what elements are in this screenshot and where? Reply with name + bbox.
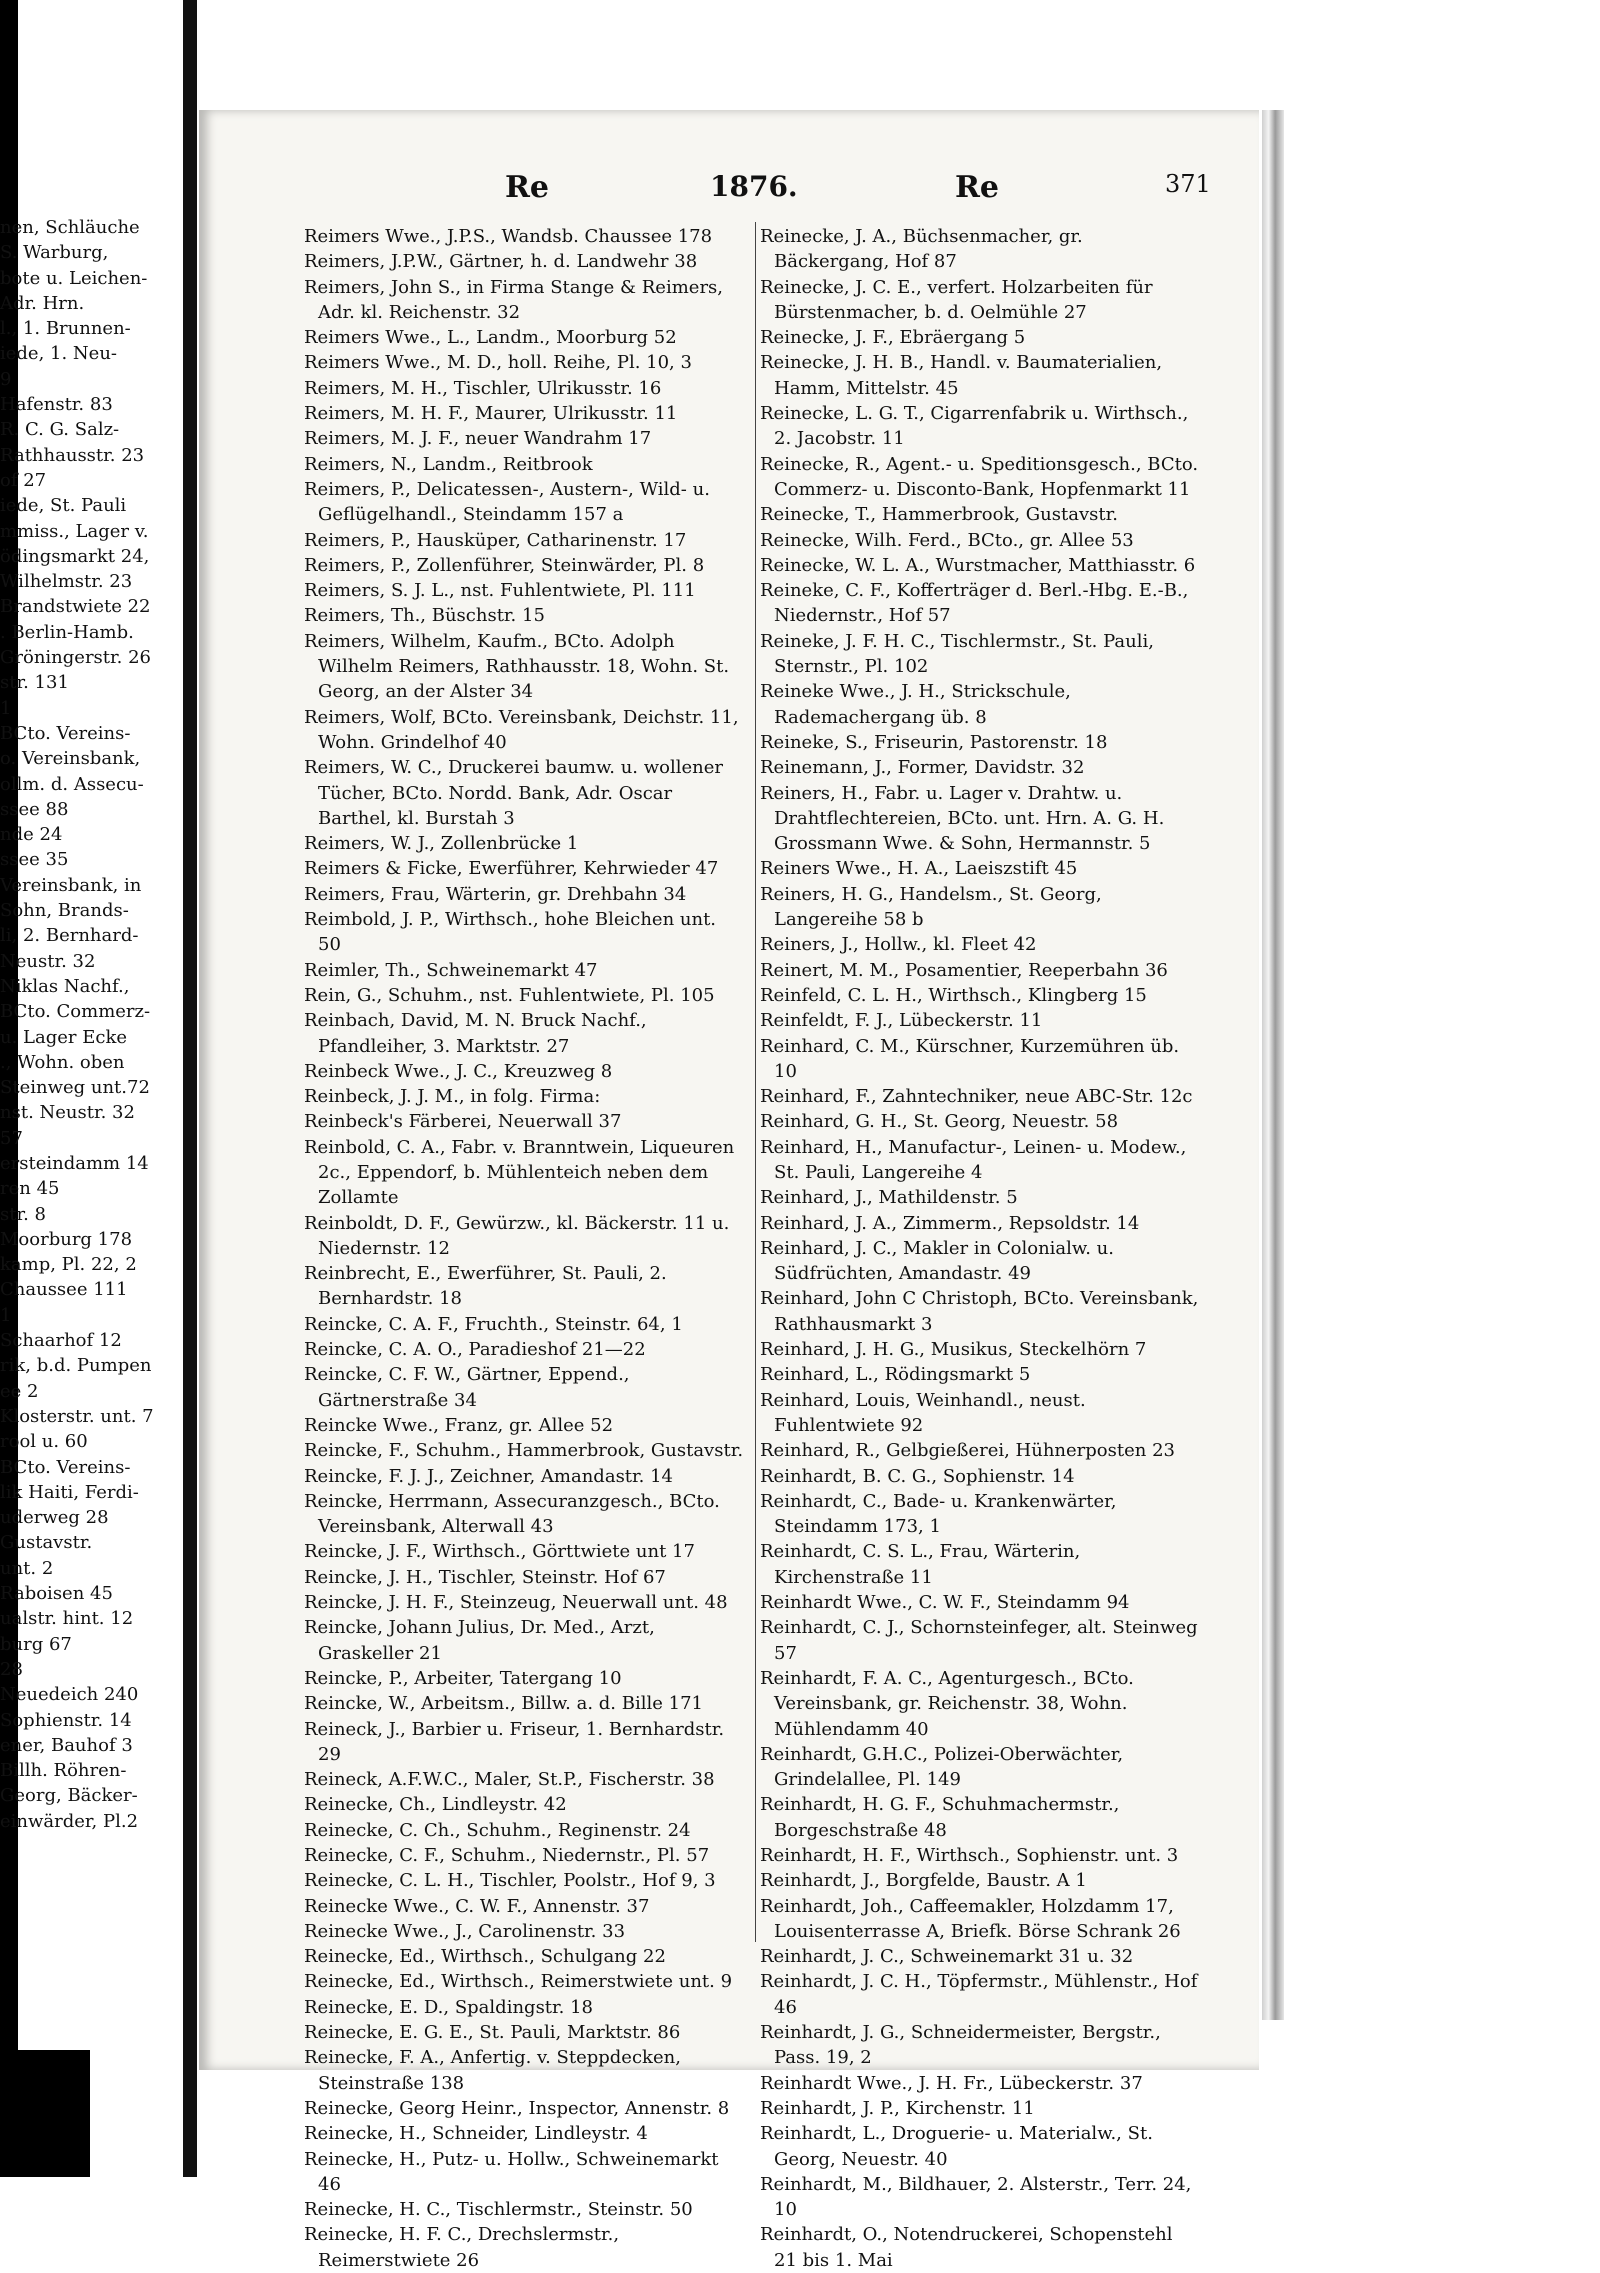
directory-entry: Reinhardt Wwe., J. H. Fr., Lübeckerstr. 37 bbox=[760, 2072, 1143, 2094]
directory-entry: Reinecke, R., Agent.- u. Speditionsgesch., BCto. Commerz- u. Disconto-Bank, Hopfenmarkt 11 bbox=[760, 453, 1199, 500]
directory-entry: Reimers, Frau, Wärterin, gr. Drehbahn 34 bbox=[304, 883, 687, 905]
directory-entry: Reiners, H., Fabr. u. Lager v. Drahtw. u. Drahtflechtereien, BCto. unt. Hrn. A. G. H. Grossmann Wwe. & Sohn, Hermannstr. 5 bbox=[760, 782, 1165, 855]
previous-page-line: . Berlin-Hamb. bbox=[0, 621, 134, 643]
directory-entry: Reimers, N., Landm., Reitbrook bbox=[304, 453, 593, 475]
directory-entry: Reinbeck Wwe., J. C., Kreuzweg 8 bbox=[304, 1060, 613, 1082]
previous-page-line: nst. Neustr. 32 bbox=[0, 1102, 135, 1124]
previous-page-line: rool u. 60 bbox=[0, 1431, 88, 1453]
directory-entry: Reimers Wwe., J.P.S., Wandsb. Chaussee 178 bbox=[304, 226, 713, 247]
directory-column-left bbox=[304, 224, 744, 2273]
directory-entry: Reinhardt, F. A. C., Agenturgesch., BCto. Vereinsbank, gr. Reichenstr. 38, Wohn. Mühlendamm 40 bbox=[760, 1667, 1134, 1740]
directory-entry: Reimers, S. J. L., nst. Fuhlentwiete, Pl. 111 bbox=[304, 580, 696, 602]
directory-entry: Reineck, A.F.W.C., Maler, St.P., Fischerstr. 38 bbox=[304, 1769, 715, 1791]
directory-entry: Reinhardt, J. C. H., Töpfermstr., Mühlenstr., Hof 46 bbox=[760, 1971, 1198, 2018]
directory-entry: Reinecke, H. F. C., Drechslermstr., Reimerstwiete 26 bbox=[304, 2224, 620, 2271]
directory-entry: Reinhardt, J., Borgfelde, Baustr. A 1 bbox=[760, 1870, 1087, 1892]
directory-entry: Reimers, M. H. F., Maurer, Ulrikusstr. 11 bbox=[304, 403, 678, 425]
directory-entry: Reinhardt Wwe., C. W. F., Steindamm 94 bbox=[760, 1592, 1130, 1614]
directory-entry: Reinfeld, C. L. H., Wirthsch., Klingberg 15 bbox=[760, 984, 1147, 1006]
previous-page-line: iede, St. Pauli bbox=[0, 495, 127, 517]
previous-page-line: ssee 88 bbox=[0, 798, 69, 820]
previous-page-line: kamp, Pl. 22, 2 bbox=[0, 1254, 137, 1276]
header-left-key: Re bbox=[505, 170, 550, 205]
directory-entry: Reinhard, H., Manufactur-, Leinen- u. Modew., St. Pauli, Langereihe 4 bbox=[760, 1136, 1187, 1183]
directory-entry: Reinecke, J. F., Ebräergang 5 bbox=[760, 327, 1026, 349]
directory-entry: Reimbold, J. P., Wirthsch., hohe Bleichen unt. 50 bbox=[304, 909, 717, 956]
previous-page-line: Raboisen 45 bbox=[0, 1583, 113, 1605]
directory-entry: Reinhard, C. M., Kürschner, Kurzemühren üb. 10 bbox=[760, 1035, 1180, 1082]
directory-entry: Reinecke, H., Putz- u. Hollw., Schweinemarkt 46 bbox=[304, 2148, 719, 2195]
directory-entry: Reineke, J. F. H. C., Tischlermstr., St. Pauli, Sternstr., Pl. 102 bbox=[760, 630, 1154, 678]
directory-entry: Reimers & Ficke, Ewerführer, Kehrwieder 47 bbox=[304, 858, 719, 880]
directory-entry: Reinhardt, G.H.C., Polizei-Oberwächter, Grindelallee, Pl. 149 bbox=[760, 1743, 1124, 1791]
previous-page-line: ollm. d. Assecu- bbox=[0, 773, 144, 795]
directory-entry: Reinboldt, D. F., Gewürzw., kl. Bäckerstr. 11 u. Niedernstr. 12 bbox=[304, 1212, 730, 1259]
previous-page-line: iede, 1. Neu- bbox=[0, 343, 117, 365]
previous-page-line: lik Haiti, Ferdi- bbox=[0, 1481, 139, 1503]
directory-entry: Reinhardt, J. P., Kirchenstr. 11 bbox=[760, 2097, 1035, 2119]
directory-entry: Reincke, Johann Julius, Dr. Med., Arzt, Graskeller 21 bbox=[304, 1617, 655, 1664]
directory-entry: Reinhardt, H. G. F., Schuhmachermstr., Borgeschstraße 48 bbox=[760, 1794, 1120, 1841]
directory-entry: Reimers, W. J., Zollenbrücke 1 bbox=[304, 833, 579, 855]
directory-column-right bbox=[760, 224, 1200, 2273]
directory-entry: Reincke, P., Arbeiter, Tatergang 10 bbox=[304, 1667, 622, 1689]
previous-page-line: o. Vereinsbank, bbox=[0, 748, 141, 770]
directory-entry: Reinhardt, H. F., Wirthsch., Sophienstr. unt. 3 bbox=[760, 1845, 1179, 1866]
previous-page-line: burg 67 bbox=[0, 1633, 72, 1655]
previous-page-line: 57 bbox=[0, 1127, 23, 1149]
directory-entry: Reinhard, Louis, Weinhandl., neust. Fuhlentwiete 92 bbox=[760, 1389, 1086, 1436]
previous-page-line: bote u. Leichen- bbox=[0, 267, 148, 289]
book-gutter bbox=[183, 0, 197, 2177]
directory-entry: Reimers, Th., Büschstr. 15 bbox=[304, 605, 545, 627]
previous-page-line: rik, b.d. Pumpen bbox=[0, 1355, 152, 1377]
directory-entry: Reinecke, J. C. E., verfert. Holzarbeiten für Bürstenmacher, b. d. Oelmühle 27 bbox=[760, 276, 1153, 323]
directory-entry: Reinhard, J. A., Zimmerm., Repsoldstr. 14 bbox=[760, 1212, 1140, 1234]
previous-page-line: Neustr. 32 bbox=[0, 950, 96, 972]
previous-page-line: 9 bbox=[0, 368, 12, 390]
previous-page-line: unt. 2 bbox=[0, 1557, 54, 1579]
directory-entry: Reinecke, W. L. A., Wurstmacher, Matthiasstr. 6 bbox=[760, 554, 1196, 576]
header-year: 1876. bbox=[710, 170, 798, 203]
directory-entry: Reinecke, H., Schneider, Lindleystr. 4 bbox=[304, 2123, 648, 2145]
previous-page-line: ssee 35 bbox=[0, 849, 69, 871]
directory-entry: Reimers Wwe., M. D., holl. Reihe, Pl. 10, 3 bbox=[304, 352, 692, 374]
directory-entry: Reinhard, J., Mathildenstr. 5 bbox=[760, 1187, 1018, 1209]
previous-page-line: Wilhelmstr. 23 bbox=[0, 571, 133, 593]
directory-entry: Reinecke, C. F., Schuhm., Niedernstr., Pl. 57 bbox=[304, 1845, 710, 1866]
directory-entry: Reinhardt, B. C. G., Sophienstr. 14 bbox=[760, 1465, 1075, 1487]
directory-entry: Reinhardt, Joh., Caffeemakler, Holzdamm 17, Louisenterrasse A, Briefk. Börse Schrank 26 bbox=[760, 1895, 1181, 1942]
directory-entry: Reimers, P., Zollenführer, Steinwärder, Pl. 8 bbox=[304, 554, 705, 576]
directory-entry: Reincke, J. H. F., Steinzeug, Neuerwall unt. 48 bbox=[304, 1592, 728, 1614]
previous-page-line: ee 2 bbox=[0, 1380, 39, 1402]
previous-page-line: str. 131 bbox=[0, 672, 69, 694]
previous-page-line: BCto. Commerz- bbox=[0, 1001, 151, 1023]
directory-entry: Reiners Wwe., H. A., Laeiszstift 45 bbox=[760, 858, 1078, 880]
page-number: 371 bbox=[1165, 170, 1211, 198]
header-right-key: Re bbox=[955, 170, 1000, 205]
previous-page-line: S. Warburg, bbox=[0, 242, 109, 264]
previous-page-line: Klosterstr. unt. 7 bbox=[0, 1405, 154, 1427]
previous-page-line: Rathhausstr. 23 bbox=[0, 444, 145, 466]
directory-entry: Reimers, W. C., Druckerei baumw. u. wollener Tücher, BCto. Nordd. Bank, Adr. Oscar Barthel, kl. Burstah 3 bbox=[304, 757, 723, 829]
previous-page-line: of 27 bbox=[0, 469, 47, 491]
directory-entry: Reimers, Wilhelm, Kaufm., BCto. Adolph Wilhelm Reimers, Rathhausstr. 18, Wohn. St. Georg, an der Alster 34 bbox=[304, 630, 730, 703]
directory-entry: Reinhardt, C. J., Schornsteinfeger, alt. Steinweg 57 bbox=[760, 1617, 1198, 1664]
directory-entry: Reinecke, F. A., Anfertig. v. Steppdecken, Steinstraße 138 bbox=[304, 2047, 681, 2094]
directory-entry: Reinbeck, J. J. M., in folg. Firma: bbox=[304, 1086, 601, 1108]
directory-entry: Reinbeck's Färberei, Neuerwall 37 bbox=[304, 1111, 622, 1133]
directory-entry: Reinhard, J. C., Makler in Colonialw. u. Südfrüchten, Amandastr. 49 bbox=[760, 1237, 1114, 1285]
previous-page-line: Niklas Nachf., bbox=[0, 975, 130, 997]
directory-entry: Reimers, John S., in Firma Stange & Reimers, Adr. kl. Reichenstr. 32 bbox=[304, 276, 724, 323]
previous-page-line: Gröningerstr. 26 bbox=[0, 647, 151, 669]
directory-entry: Reincke, C. A. F., Fruchth., Steinstr. 64, 1 bbox=[304, 1313, 683, 1335]
directory-entry: Reineke, S., Friseurin, Pastorenstr. 18 bbox=[760, 731, 1108, 753]
directory-entry: Reinecke, E. D., Spaldingstr. 18 bbox=[304, 1996, 594, 2018]
directory-entry: Reimler, Th., Schweinemarkt 47 bbox=[304, 959, 598, 981]
directory-entry: Reinecke, T., Hammerbrook, Gustavstr. bbox=[760, 504, 1118, 526]
previous-page-line: 1 bbox=[0, 1304, 12, 1326]
directory-entry: Reiners, J., Hollw., kl. Fleet 42 bbox=[760, 934, 1037, 956]
directory-entry: Reinemann, J., Former, Davidstr. 32 bbox=[760, 757, 1085, 779]
previous-page-line: Vereinsbank, in bbox=[0, 874, 142, 896]
directory-entry: Reinhard, R., Gelbgießerei, Hühnerposten 23 bbox=[760, 1440, 1175, 1462]
previous-page-line: mmiss., Lager v. bbox=[0, 520, 149, 542]
directory-entry: Reinecke, E. G. E., St. Pauli, Marktstr. 86 bbox=[304, 2022, 681, 2044]
previous-page-line: ödingsmarkt 24, bbox=[0, 545, 150, 567]
directory-entry: Reinecke, C. L. H., Tischler, Poolstr., Hof 9, 3 bbox=[304, 1870, 716, 1892]
previous-page-line: BCto. Vereins- bbox=[0, 1456, 131, 1478]
directory-entry: Reineke Wwe., J. H., Strickschule, Rademachergang üb. 8 bbox=[760, 681, 1071, 728]
previous-page-line: Gustavstr. bbox=[0, 1532, 93, 1554]
directory-entry: Reincke, F., Schuhm., Hammerbrook, Gustavstr. bbox=[304, 1440, 744, 1462]
previous-page-line: Chaussee 111 bbox=[0, 1279, 128, 1301]
directory-entry: Reinecke, Wilh. Ferd., BCto., gr. Allee 53 bbox=[760, 529, 1134, 551]
previous-page-line: li, 2. Bernhard- bbox=[0, 925, 139, 947]
previous-page-line: ersteindamm 14 bbox=[0, 1152, 149, 1174]
directory-entry: Reincke, J. F., Wirthsch., Görttwiete unt 17 bbox=[304, 1541, 695, 1563]
directory-entry: Reinecke, Ed., Wirthsch., Schulgang 22 bbox=[304, 1946, 666, 1968]
directory-entry: Reinhardt, M., Bildhauer, 2. Alsterstr., Terr. 24, 10 bbox=[760, 2173, 1192, 2221]
directory-entry: Reinecke, J. A., Büchsenmacher, gr. Bäckergang, Hof 87 bbox=[760, 226, 1083, 273]
directory-entry: Reincke Wwe., Franz, gr. Allee 52 bbox=[304, 1414, 614, 1436]
directory-entry: Reincke, W., Arbeitsm., Billw. a. d. Bille 171 bbox=[304, 1693, 703, 1715]
directory-entry: Reinhard, L., Rödingsmarkt 5 bbox=[760, 1364, 1031, 1386]
directory-entry: Reinhardt, C. S. L., Frau, Wärterin, Kirchenstraße 11 bbox=[760, 1541, 1081, 1588]
directory-entry: Rein, G., Schuhm., nst. Fuhlentwiete, Pl. 105 bbox=[304, 984, 715, 1006]
previous-page-line: ren 45 bbox=[0, 1178, 60, 1200]
directory-entry: Reinhardt, O., Notendruckerei, Schopenstehl 21 bis 1. Mai bbox=[760, 2224, 1173, 2271]
directory-entry: Reimers, J.P.W., Gärtner, h. d. Landwehr 38 bbox=[304, 251, 698, 273]
directory-entry: Reinbold, C. A., Fabr. v. Branntwein, Liqueuren 2c., Eppendorf, b. Mühlenteich neben dem Zollamte bbox=[304, 1136, 735, 1209]
previous-page-line: Billh. Röhren- bbox=[0, 1760, 127, 1782]
previous-page-line: Brandstwiete 22 bbox=[0, 596, 151, 618]
directory-entry: Reimers Wwe., L., Landm., Moorburg 52 bbox=[304, 327, 677, 349]
directory-entry: Reimers, P., Hausküper, Catharinenstr. 17 bbox=[304, 529, 687, 551]
directory-entry: Reinecke Wwe., C. W. F., Annenstr. 37 bbox=[304, 1895, 650, 1917]
directory-entry: Reinhardt, C., Bade- u. Krankenwärter, Steindamm 173, 1 bbox=[760, 1490, 1117, 1538]
previous-page-line: Georg, Bäcker- bbox=[0, 1785, 138, 1807]
previous-page-line: l., 1. Brunnen- bbox=[0, 318, 131, 340]
previous-page-line: ., Wohn. oben bbox=[0, 1051, 125, 1073]
directory-entry: Reinecke, Georg Heinr., Inspector, Annenstr. 8 bbox=[304, 2097, 730, 2119]
directory-entry: Reincke, C. A. O., Paradieshof 21—22 bbox=[304, 1339, 646, 1361]
column-divider bbox=[755, 222, 756, 1942]
previous-page-line: Neuedeich 240 bbox=[0, 1684, 139, 1706]
directory-entry: Reinbach, David, M. N. Bruck Nachf., Pfandleiher, 3. Marktstr. 27 bbox=[304, 1010, 647, 1057]
scan-border-bottom bbox=[0, 2050, 90, 2177]
page-edge bbox=[1262, 110, 1284, 2020]
directory-entry: Reinecke, C. Ch., Schuhm., Reginenstr. 24 bbox=[304, 1819, 691, 1841]
directory-entry: Reinecke, L. G. T., Cigarrenfabrik u. Wirthsch., 2. Jacobstr. 11 bbox=[760, 403, 1189, 450]
directory-entry: Reinecke, J. H. B., Handl. v. Baumaterialien, Hamm, Mittelstr. 45 bbox=[760, 352, 1163, 399]
previous-page-line: Sophienstr. 14 bbox=[0, 1709, 132, 1731]
directory-entry: Reimers, Wolf, BCto. Vereinsbank, Deichstr. 11, Wohn. Grindelhof 40 bbox=[304, 706, 739, 753]
directory-entry: Reincke, C. F. W., Gärtner, Eppend., Gärtnerstraße 34 bbox=[304, 1364, 630, 1411]
directory-entry: Reimers, M. J. F., neuer Wandrahm 17 bbox=[304, 428, 652, 450]
directory-entry: Reimers, P., Delicatessen-, Austern-, Wild- u. Geflügelhandl., Steindamm 157 a bbox=[304, 478, 710, 526]
directory-entry: Reincke, F. J. J., Zeichner, Amandastr. 14 bbox=[304, 1465, 674, 1487]
previous-page-line: Schaarhof 12 bbox=[0, 1330, 122, 1352]
directory-entry: Reinecke, H. C., Tischlermstr., Steinstr. 50 bbox=[304, 2199, 693, 2221]
previous-page-line: Moorburg 178 bbox=[0, 1228, 133, 1250]
previous-page-line: nen, Schläuche bbox=[0, 217, 140, 238]
directory-entry: Reinecke, Ch., Lindleystr. 42 bbox=[304, 1794, 567, 1816]
previous-page-line: einwärder, Pl.2 bbox=[0, 1810, 139, 1832]
previous-page-line: Steinweg unt.72 bbox=[0, 1077, 150, 1099]
previous-page-line: R. C. G. Salz- bbox=[0, 419, 120, 441]
previous-page-line: Adr. Hrn. bbox=[0, 292, 85, 314]
previous-page-line: str. 8 bbox=[0, 1203, 46, 1225]
directory-entry: Reiners, H. G., Handelsm., St. Georg, Langereihe 58 b bbox=[760, 883, 1102, 931]
previous-page-line: uderweg 28 bbox=[0, 1507, 109, 1529]
directory-entry: Reinhardt, L., Droguerie- u. Materialw., St. Georg, Neuestr. 40 bbox=[760, 2123, 1153, 2170]
directory-entry: Reinhard, F., Zahntechniker, neue ABC-Str. 12c bbox=[760, 1086, 1193, 1108]
previous-page-line: Sohn, Brands- bbox=[0, 900, 129, 922]
directory-entry: Reimers, M. H., Tischler, Ulrikusstr. 16 bbox=[304, 377, 662, 399]
directory-entry: Reinhard, John C Christoph, BCto. Vereinsbank, Rathhausmarkt 3 bbox=[760, 1288, 1199, 1335]
previous-page-line: Hafenstr. 83 bbox=[0, 394, 113, 416]
previous-page-line: BCto. Vereins- bbox=[0, 722, 131, 744]
previous-page-line: 28 bbox=[0, 1658, 23, 1680]
directory-entry: Reinhardt, J. G., Schneidermeister, Bergstr., Pass. 19, 2 bbox=[760, 2022, 1161, 2069]
previous-page-line: ener, Bauhof 3 bbox=[0, 1734, 133, 1756]
directory-entry: Reinhardt, J. C., Schweinemarkt 31 u. 32 bbox=[760, 1946, 1134, 1968]
directory-entry: Reinbrecht, E., Ewerführer, St. Pauli, 2. Bernhardstr. 18 bbox=[304, 1263, 667, 1310]
previous-page-fragment bbox=[0, 215, 182, 1965]
directory-entry: Reinhard, J. H. G., Musikus, Steckelhörn 7 bbox=[760, 1339, 1147, 1361]
directory-entry: Reinert, M. M., Posamentier, Reeperbahn 36 bbox=[760, 959, 1168, 981]
previous-page-line: ualstr. hint. 12 bbox=[0, 1608, 134, 1630]
directory-entry: Reinhard, G. H., St. Georg, Neuestr. 58 bbox=[760, 1111, 1119, 1133]
directory-entry: Reincke, Herrmann, Assecuranzgesch., BCto. Vereinsbank, Alterwall 43 bbox=[304, 1490, 720, 1538]
directory-entry: Reinecke Wwe., J., Carolinenstr. 33 bbox=[304, 1920, 626, 1942]
previous-page-line: nde 24 bbox=[0, 824, 63, 846]
previous-page-line: 1 bbox=[0, 697, 12, 719]
directory-entry: Reinecke, Ed., Wirthsch., Reimerstwiete unt. 9 bbox=[304, 1971, 733, 1993]
directory-entry: Reinfeldt, F. J., Lübeckerstr. 11 bbox=[760, 1010, 1043, 1032]
directory-entry: Reineck, J., Barbier u. Friseur, 1. Bernhardstr. 29 bbox=[304, 1718, 725, 1765]
previous-page-line: u. Lager Ecke bbox=[0, 1026, 128, 1048]
directory-entry: Reincke, J. H., Tischler, Steinstr. Hof 67 bbox=[304, 1566, 666, 1588]
directory-entry: Reineke, C. F., Kofferträger d. Berl.-Hbg. E.-B., Niedernstr., Hof 57 bbox=[760, 580, 1189, 627]
